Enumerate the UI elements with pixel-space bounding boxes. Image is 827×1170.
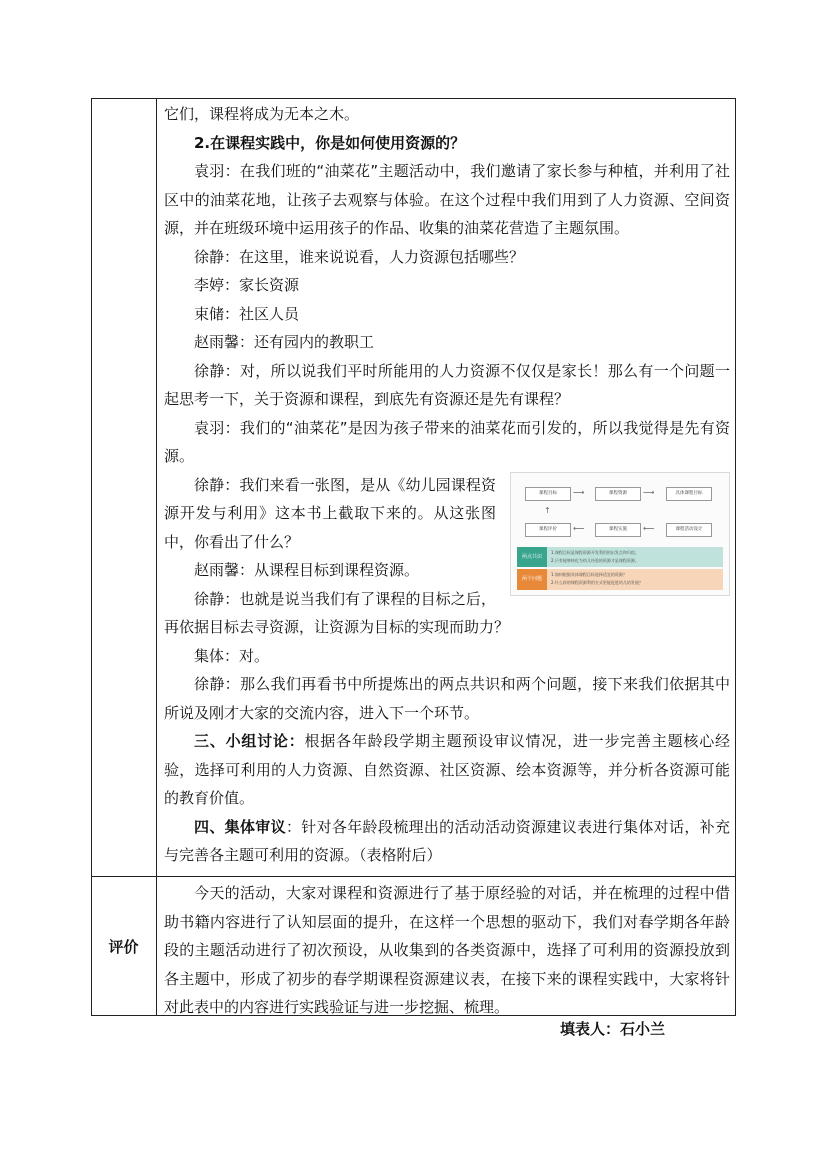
table-row-divider [91,876,736,877]
table-column-divider [156,98,157,1016]
figure-box: 课程资源 [595,487,641,501]
evaluation-label: 评价 [108,937,139,956]
arrow-up-icon: ↑ [544,505,551,515]
paragraph: 徐静：那么我们再看书中所提炼出的两点共识和两个问题，接下来我们依据其中所说及刚才大家的交流内容，进入下一个环节。 [164,675,730,722]
paragraph: 徐静：也就是说当我们有了课程的目标之后，再依据目标去寻资源，让资源为目标的实现而助力？ [164,589,510,636]
section-three-heading: 三、小组讨论： [194,732,305,750]
paragraph: 它们，课程将成为无本之木。 [164,105,360,123]
paragraph: 徐静：我们来看一张图，是从《幼儿园课程资源开发与利用》这本书上截取下来的。从这张图中，你看出了什么？ [164,475,496,551]
figure-box: 课程活动设计 [666,523,712,537]
section-three-text: 根据各年龄段学期主题预设审议情况，进一步完善主题核心经验，选择可利用的人力资源、自然资源、社区资源、绘本资源等，并分析各资源可能的教育价值。 [164,732,730,807]
consensus-tag: 两点共识 [517,547,547,567]
question-line: 2.什么样的课程资源利用方式更能促进幼儿的发展？ [551,579,643,585]
arrow-icon: ⟵ [643,523,655,533]
arrow-icon: ⟶ [643,487,655,497]
consensus-line: 1.课程目标是课程资源开发利用的出发点和归宿。 [551,549,639,555]
form-filler: 填表人：石小兰 [560,1020,666,1038]
evaluation-content [164,879,730,1022]
figure-box: 课程实施 [595,523,641,537]
book-figure-wrapper [510,472,730,598]
question-heading: 2.在课程实践中，你是如何使用资源的？ [194,133,466,152]
section-four-text: ：针对各年龄段梳理出的活动活动资源建议表进行集体对话，补充与完善各主题可利用的资源。（表格附后） [164,817,730,864]
paragraph: 李婷：家长资源 [194,276,300,294]
questions-tag: 两个问题 [517,569,547,590]
paragraph: 束储：社区人员 [194,304,300,323]
figure-box: 课程目标 [525,487,571,501]
discussion-content [164,100,730,870]
arrow-icon: ⟶ [573,487,585,497]
consensus-line: 2.只有能够转化为幼儿经验的资源才是课程资源。 [551,557,639,563]
book-figure [510,472,730,596]
figure-box: 具体课程目标 [666,487,712,501]
figure-box: 课程评价 [525,523,571,537]
section-three [164,727,730,813]
arrow-icon: ⟵ [573,523,585,533]
paragraph: 赵雨馨：从课程目标到课程资源。 [194,561,420,579]
evaluation-text: 今天的活动，大家对课程和资源进行了基于原经验的对话，并在梳理的过程中借助书籍内容进行了认知层面的提升，在这样一个思想的驱动下，我们对春学期各年龄段的主题活动进行了初次预设，从收集到的各类资源中，选择了可利用的资源投放到各主题中，形成了初步的春学期课程资源建议表，在接下来的课程实践中，大家将针对此表中的内容进行实践验证与进一步挖掘、梳理。 [164,884,730,1016]
paragraph: 徐静：在这里，谁来说说看，人力资源包括哪些？ [194,247,525,266]
paragraph: 徐静：对，所以说我们平时所能用的人力资源不仅仅是家长！那么有一个问题一起思考一下，关于资源和课程，到底先有资源还是先有课程？ [164,361,730,408]
section-four [164,813,730,870]
paragraph: 赵雨馨：还有园内的教职工 [194,333,375,351]
paragraph: 集体：对。 [194,646,270,665]
section-four-heading: 四、集体审议 [194,817,286,836]
paragraph: 袁羽：我们的“油菜花”是因为孩子带来的油菜花而引发的，所以我觉得是先有资源。 [164,418,730,465]
question-line: 1.如何根据具体课程目标选择适宜的资源？ [551,571,627,577]
paragraph: 袁羽：在我们班的“油菜花”主题活动中，我们邀请了家长参与种植，并利用了社区中的油菜花地，让孩子去观察与体验。在这个过程中我们用到了人力资源、空间资源，并在班级环境中运用孩子的作品、收集的油菜花营造了主题氛围。 [164,162,730,237]
